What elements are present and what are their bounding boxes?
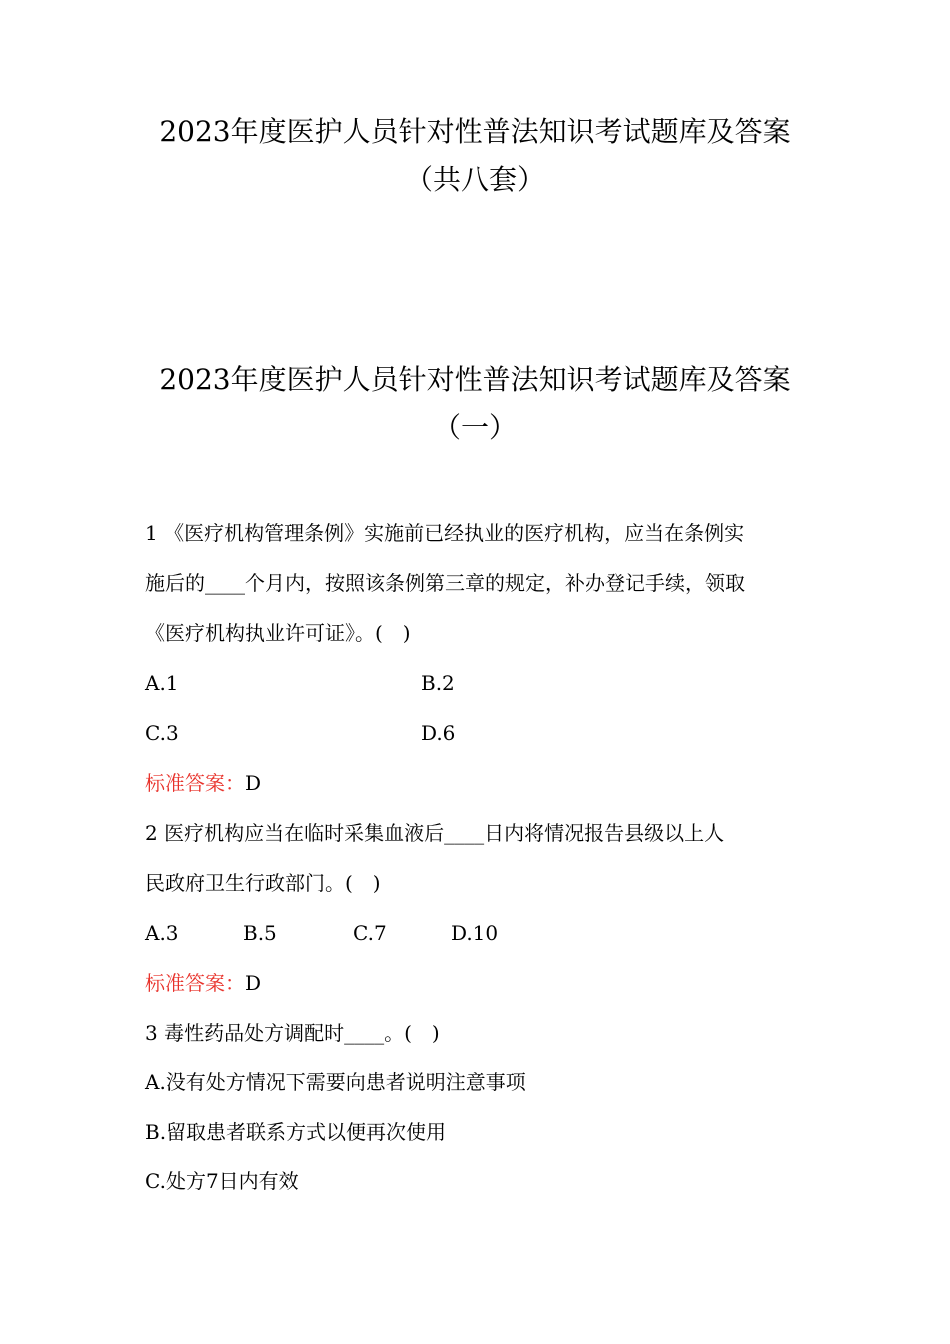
question-2-line-1: 2 医疗机构应当在临时采集血液后____日内将情况报告县级以上人 <box>145 821 725 845</box>
section-title-line-2: （一） <box>432 411 517 444</box>
question-2-option-c: C.7 <box>353 921 387 945</box>
main-title-line-1: 2023年度医护人员针对性普法知识考试题库及答案 <box>159 115 791 148</box>
answer-value: D <box>245 971 262 995</box>
question-1-line-2: 施后的____个月内，按照该条例第三章的规定，补办登记手续，领取 <box>145 571 745 595</box>
question-2-line-2: 民政府卫生行政部门。( ) <box>145 871 381 895</box>
answer-label: 标准答案： <box>145 771 245 795</box>
question-1-option-d: D.6 <box>421 721 456 745</box>
question-3-option-a: A.没有处方情况下需要向患者说明注意事项 <box>145 1070 526 1094</box>
question-2-answer <box>145 968 825 998</box>
section-title-line-1: 2023年度医护人员针对性普法知识考试题库及答案 <box>159 363 791 396</box>
question-1-line-1: 1 《医疗机构管理条例》实施前已经执业的医疗机构，应当在条例实 <box>145 521 745 545</box>
question-2-option-a: A.3 <box>145 921 179 945</box>
answer-value: D <box>245 771 262 795</box>
question-3-line-1: 3 毒性药品处方调配时____。( ) <box>145 1021 440 1045</box>
question-1-option-c: C.3 <box>145 721 179 745</box>
question-3-option-c: C.处方7日内有效 <box>145 1169 299 1193</box>
question-1-option-a: A.1 <box>145 671 179 695</box>
question-3-option-b: B.留取患者联系方式以便再次使用 <box>145 1120 447 1144</box>
question-1-line-3: 《医疗机构执业许可证》。( ) <box>145 621 411 645</box>
question-2-option-d: D.10 <box>451 921 499 945</box>
question-1-answer <box>145 768 825 798</box>
question-1-option-b: B.2 <box>421 671 455 695</box>
main-title-line-2: （共八套） <box>404 163 545 196</box>
question-2-option-b: B.5 <box>243 921 277 945</box>
answer-label: 标准答案： <box>145 971 245 995</box>
